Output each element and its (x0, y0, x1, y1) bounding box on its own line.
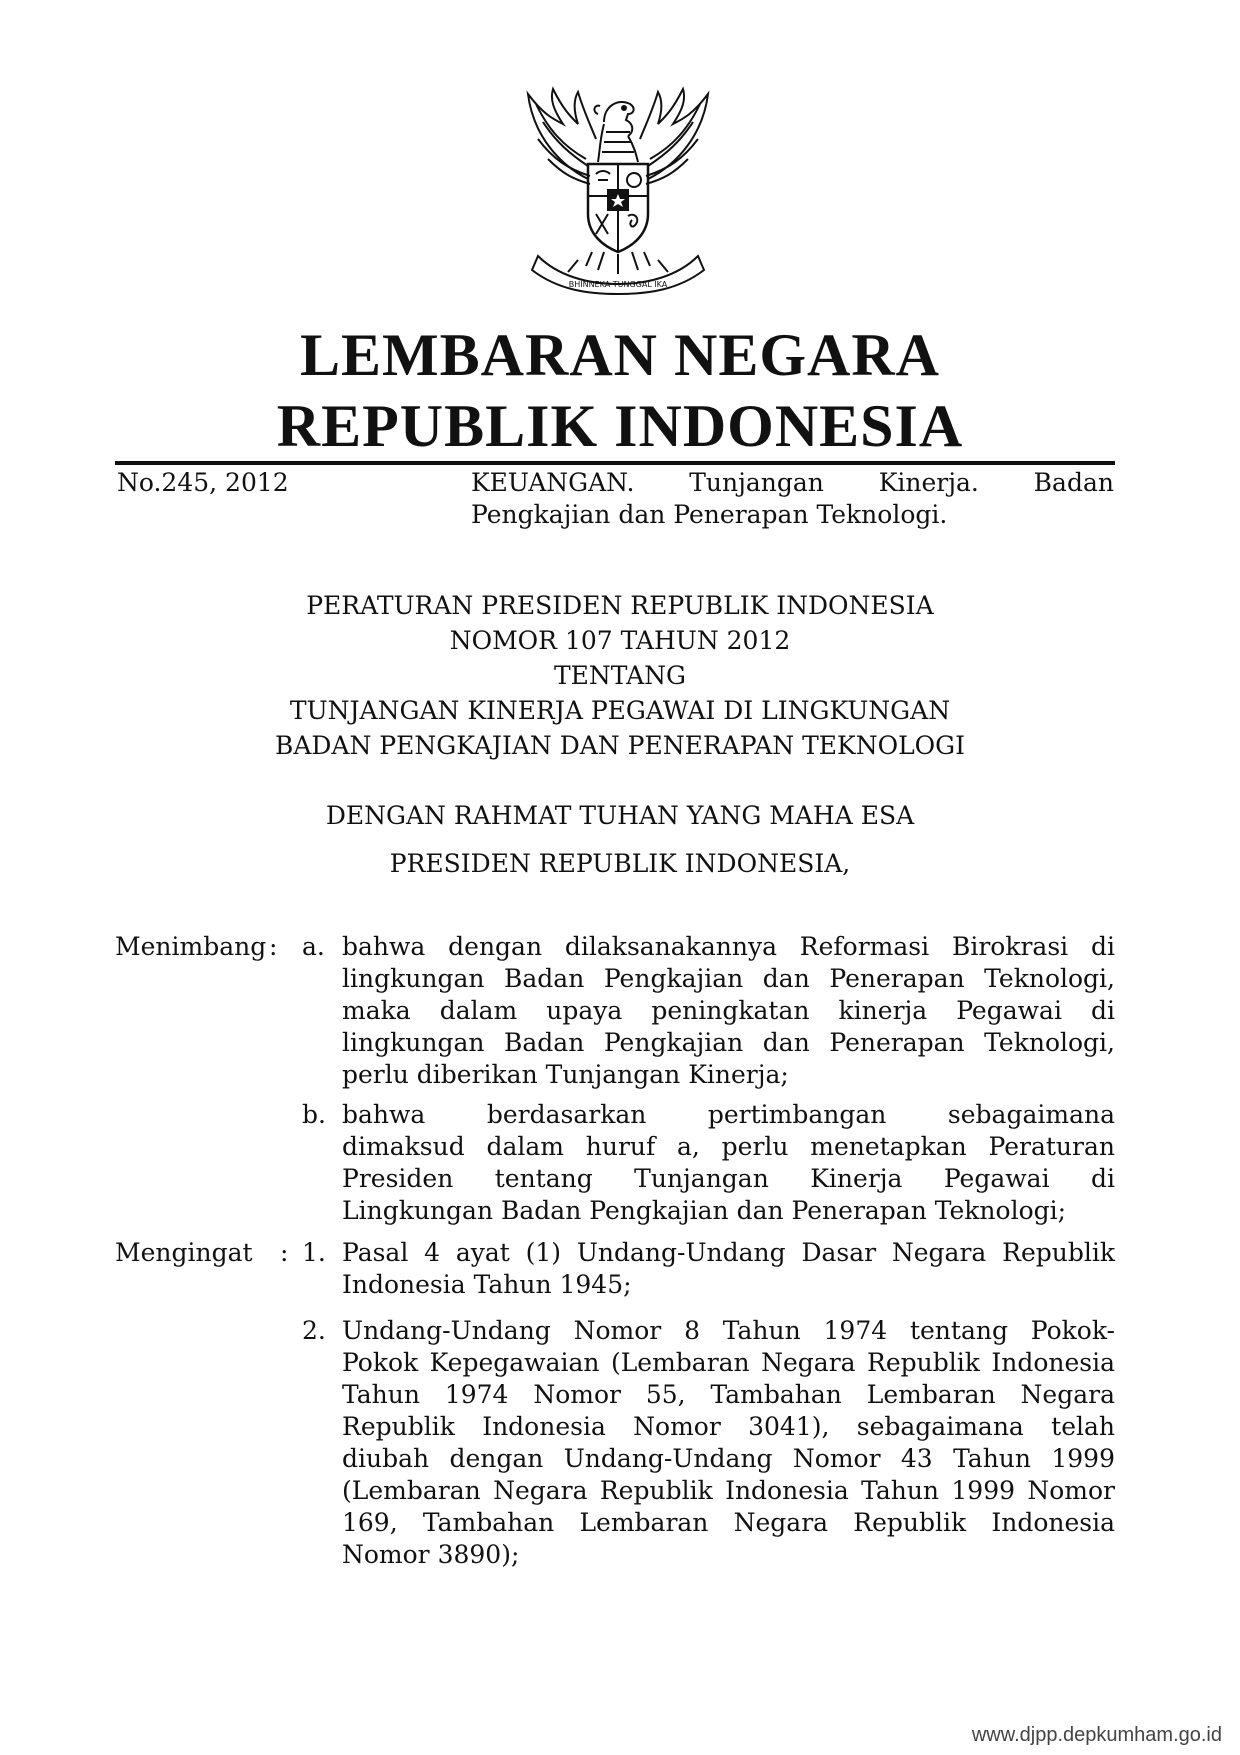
subject-word: Badan (1033, 468, 1114, 497)
text-line: Pokok Kepegawaian (Lembaran Negara Republik Indonesia (342, 1348, 1115, 1377)
garuda-emblem (508, 84, 728, 296)
text-line: Republik Indonesia Nomor 3041), sebagaimana telah (342, 1412, 1115, 1441)
mengingat-label: Mengingat (115, 1238, 253, 1267)
text-line: bahwa berdasarkan pertimbangan sebagaimana (342, 1100, 1115, 1129)
item-text (342, 1237, 1115, 1301)
text-line: Lingkungan Badan Pengkajian dan Penerapan Teknologi; (342, 1196, 1067, 1225)
item-text (342, 1315, 1115, 1571)
regulation-subject-line: BADAN PENGKAJIAN DAN PENERAPAN TEKNOLOGI (274, 731, 966, 760)
regulation-title-line: PERATURAN PRESIDEN REPUBLIK INDONESIA (306, 591, 934, 620)
text-line: lingkungan Badan Pengkajian dan Penerapan Teknologi, (342, 964, 1115, 993)
masthead-title-line2: REPUBLIK INDONESIA (276, 393, 964, 459)
item-marker: 2. (302, 1316, 326, 1345)
text-line: diubah dengan Undang-Undang Nomor 43 Tahun 1999 (342, 1444, 1115, 1473)
text-line: bahwa dengan dilaksanakannya Reformasi Birokrasi di (342, 932, 1115, 961)
gazette-number: No.245, 2012 (117, 468, 289, 497)
source-watermark: www.djpp.depkumham.go.id (971, 1724, 1222, 1746)
regulation-subject-line: TUNJANGAN KINERJA PEGAWAI DI LINGKUNGAN (289, 696, 951, 725)
menimbang-label: Menimbang (115, 932, 267, 961)
text-line: maka dalam upaya peningkatan kinerja Pegawai di (342, 996, 1115, 1025)
text-line: lingkungan Badan Pengkajian dan Penerapan Teknologi, (342, 1028, 1115, 1057)
masthead-title-line1: LEMBARAN NEGARA (299, 322, 941, 388)
text-line: (Lembaran Negara Republik Indonesia Tahun 1999 Nomor (342, 1476, 1115, 1505)
subject-word: KEUANGAN. (471, 468, 635, 497)
subject-word: Kinerja. (878, 468, 979, 497)
menimbang-colon: : (269, 932, 278, 961)
mengingat-colon: : (280, 1238, 289, 1267)
regulation-tentang: TENTANG (553, 661, 686, 690)
subject-word: Tunjangan (689, 468, 824, 497)
text-line: Tahun 1974 Nomor 55, Tambahan Lembaran Negara (342, 1380, 1115, 1409)
text-line: Pasal 4 ayat (1) Undang-Undang Dasar Negara Republik (342, 1238, 1115, 1267)
gazette-subject (471, 467, 1114, 531)
regulation-title (0, 588, 1240, 763)
emblem-motto: BHINNEKA TUNGGAL IKA (568, 280, 668, 289)
president-line: PRESIDEN REPUBLIK INDONESIA, (389, 849, 851, 878)
blessing-line: DENGAN RAHMAT TUHAN YANG MAHA ESA (325, 801, 915, 830)
text-line: Presiden tentang Tunjangan Kinerja Pegawai di (342, 1164, 1115, 1193)
item-marker: a. (302, 932, 325, 961)
text-line: 169, Tambahan Lembaran Negara Republik Indonesia (342, 1508, 1115, 1537)
text-line: Nomor 3890); (342, 1540, 520, 1569)
text-line: Undang-Undang Nomor 8 Tahun 1974 tentang Pokok- (342, 1316, 1115, 1345)
text-line: Indonesia Tahun 1945; (342, 1270, 632, 1299)
item-text (342, 1099, 1115, 1227)
regulation-number: NOMOR 107 TAHUN 2012 (449, 626, 791, 655)
item-text (342, 931, 1115, 1091)
text-line: dimaksud dalam huruf a, perlu menetapkan Peraturan (342, 1132, 1115, 1161)
item-marker: 1. (302, 1238, 326, 1267)
subject-line2: Pengkajian dan Penerapan Teknologi. (471, 500, 948, 529)
header-divider (115, 461, 1115, 465)
preamble (0, 792, 1240, 888)
text-line: perlu diberikan Tunjangan Kinerja; (342, 1060, 789, 1089)
item-marker: b. (302, 1100, 326, 1129)
